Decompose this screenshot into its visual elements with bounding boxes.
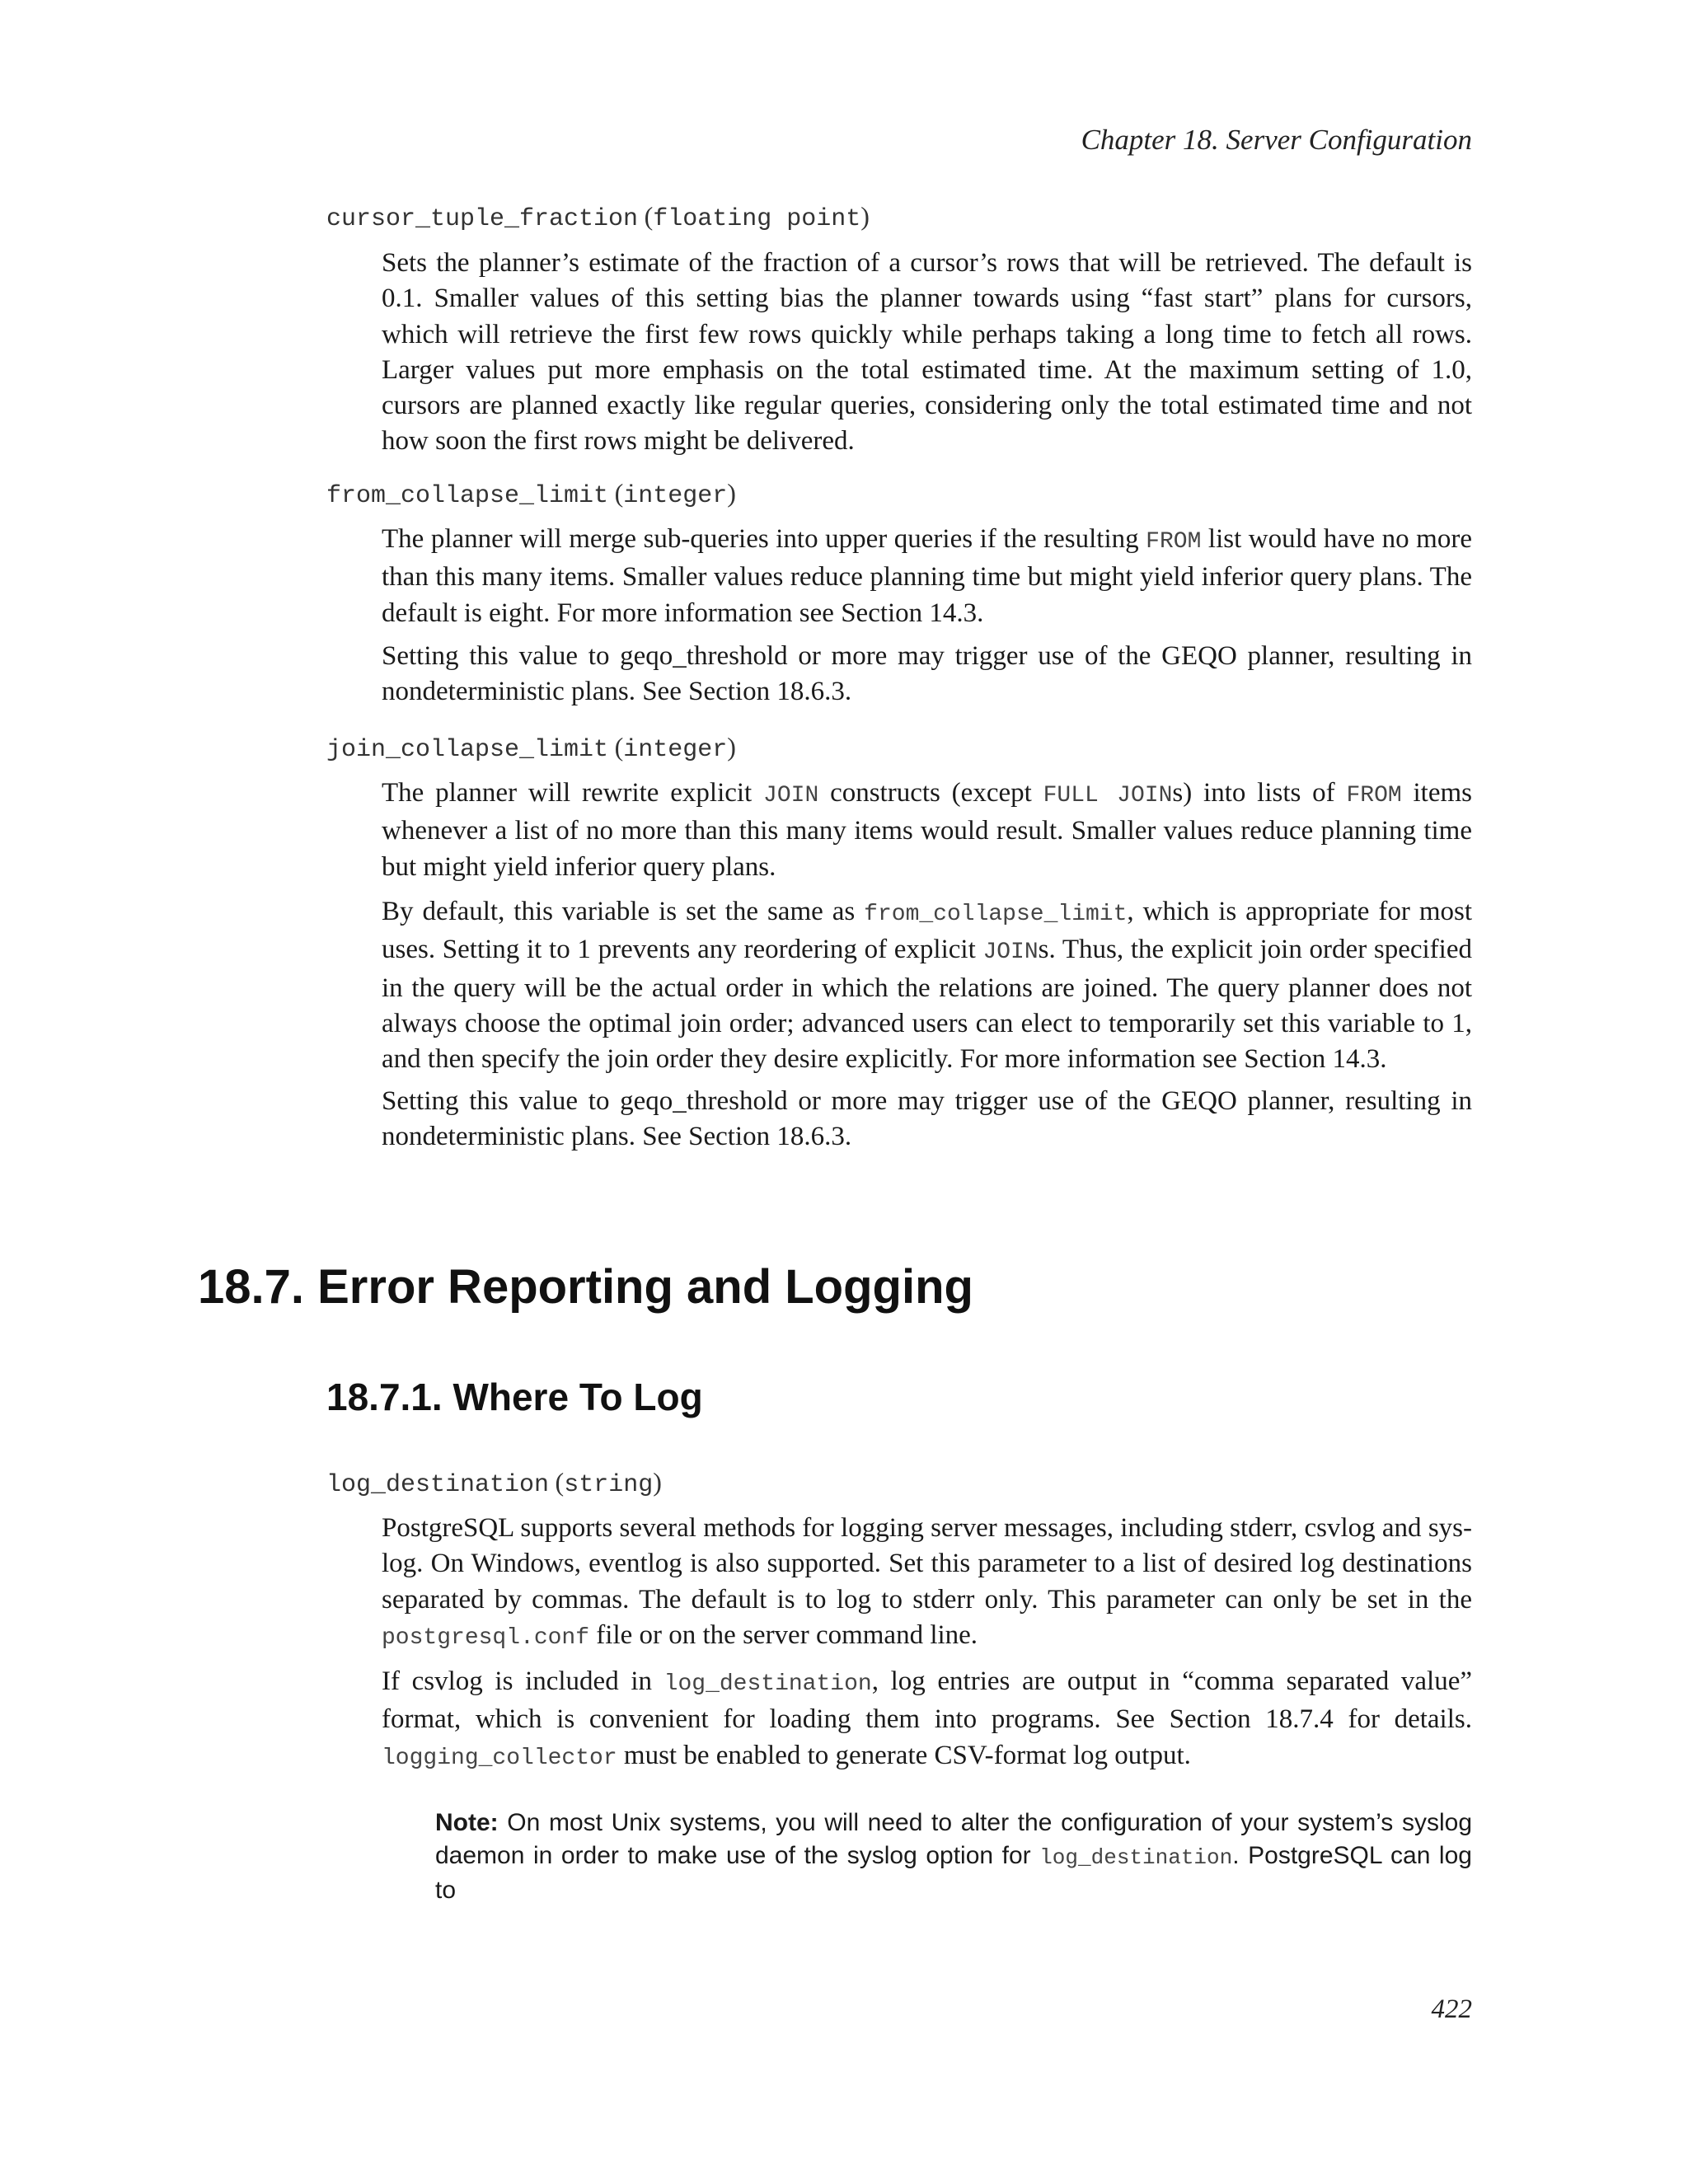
parameter-type: integer [623,736,728,764]
parameter-type: floating point [653,205,861,233]
paragraph: By default, this variable is set the same as from_collapse_limit, which is appropriate for most uses. Setting it to 1 prevents any reordering of explicit JOINs. Thus, the explicit join order specified in the query will be the actual order in which the relations are joined. The query planner does not always choose the optimal join order; advanced users can elect to temporarily set this variable to 1, and then specify the join order they desire explicitly. For more information see Section 14.3. [382,897,1472,1075]
note-label: Note: [435,1809,499,1836]
parameter-name: join_collapse_limit [326,736,609,764]
parameter-name: cursor_tuple_fraction [326,205,639,233]
page-number: 422 [1431,1994,1472,2024]
parameter-term: from_collapse_limit (integer) [326,478,736,510]
paragraph: The planner will rewrite explicit JOIN constructs (except FULL JOINs) into lists of FROM items whenever a list of no more than this many items would result. Smaller values reduce planning time but might yield inferior query plans. [382,778,1472,882]
parameter-name: from_collapse_limit [326,482,609,510]
note-block: Note: On most Unix systems, you will need to alter the configuration of your system’s syslog daemon in order to make use of the syslog option for log_destination. PostgreSQL can log to [435,1809,1472,1904]
section-heading: 18.7. Error Reporting and Logging [198,1260,973,1314]
paragraph: Setting this value to geqo_threshold or more may trigger use of the GEQO planner, resulting in nondeterministic plans. See Section 18.6.3. [382,641,1472,707]
parameter-term: cursor_tuple_fraction (floating point) [326,201,870,233]
paragraph: Setting this value to geqo_threshold or more may trigger use of the GEQO planner, resulting in nondeterministic plans. See Section 18.6.3. [382,1086,1472,1152]
parameter-name: log_destination [326,1471,550,1499]
parameter-type: integer [623,482,728,510]
parameter-type: string [564,1471,654,1499]
subsection-heading: 18.7.1. Where To Log [326,1376,703,1418]
parameter-term: join_collapse_limit (integer) [326,732,736,764]
running-header: Chapter 18. Server Configuration [1081,124,1472,156]
parameter-term: log_destination (string) [326,1467,662,1499]
paragraph: Sets the planner’s estimate of the fraction of a cursor’s rows that will be retrieved. The default is 0.1. Smaller values of this setting bias the planner towards using “fast start” plans for cursors, which will retrieve the first few rows quickly while perhaps taking a long time to fetch all rows. Larger values put more emphasis on the total estimated time. At the maximum setting of 1.0, cursors are planned exactly like regular queries, considering only the total estimated time and not how soon the first rows might be delivered. [382,248,1472,457]
paragraph: If csvlog is included in log_destination, log entries are output in “comma separated value” format, which is convenient for loading them into programs. See Section 18.7.4 for details. logging_collector must be enabled to generate CSV-format log output. [382,1666,1472,1771]
paragraph: PostgreSQL supports several methods for logging server messages, including stderr, csvlog and sys-log. On Windows, eventlog is also supported. Set this parameter to a list of desired log destinations separated by commas. The default is to log to stderr only. This parameter can only be set in the postgresql.conf file or on the server command line. [382,1513,1472,1651]
paragraph: The planner will merge sub-queries into upper queries if the resulting FROM list would have no more than this many items. Smaller values reduce planning time but might yield inferior query plans. The default is eight. For more information see Section 14.3. [382,524,1472,628]
